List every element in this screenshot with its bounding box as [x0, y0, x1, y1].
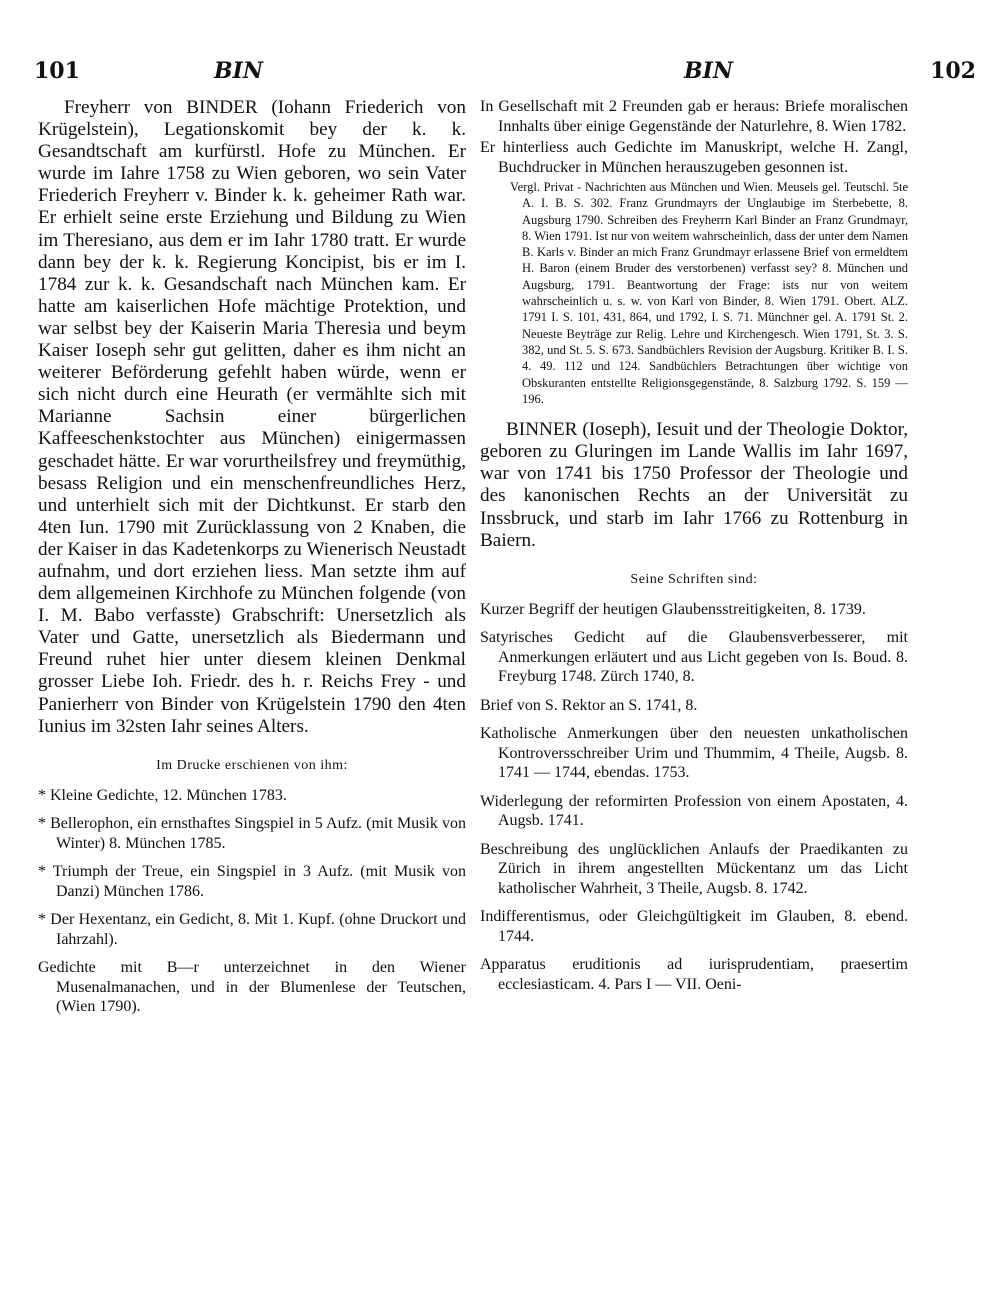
- page-header: [34, 58, 976, 88]
- work-item: * Triumph der Treue, ein Singspiel in 3 Aufz. (mit Musik von Danzi) München 1786.: [38, 863, 466, 900]
- work-item: Satyrisches Gedicht auf die Glaubensverbesserer, mit Anmerkungen erläutert und aus Licht gegeben von Is. Boud. 8. Freyburg 1748. Zürch 1740, 8.: [480, 629, 908, 686]
- page-number-right: 102: [930, 58, 976, 84]
- left-column: [38, 97, 466, 1026]
- work-item: Apparatus eruditionis ad iurisprudentiam, praesertim ecclesiasticam. 4. Pars I — VII. Oeni-: [480, 956, 908, 993]
- continuation-paragraph: Er hinterliess auch Gedichte im Manuskript, welche H. Zangl, Buchdrucker in München herauszugeben gesonnen ist.: [480, 139, 908, 176]
- binner-entry: BINNER (Ioseph), Iesuit und der Theologie Doktor, geboren zu Gluringen im Lande Wallis im Iahr 1697, war von 1741 bis 1750 Professor der Theologie und des kanonischen Rechts an der Universität zu Inssbruck, und starb im Iahr 1766 zu Rottenburg in Baiern.: [480, 419, 908, 551]
- references-note: Vergl. Privat - Nachrichten aus München und Wien. Meusels gel. Teutschl. 5te A. I. B. S. 302. Franz Grundmayrs der Unglaubige im Sterbebette, 8. Augsburg 1790. Schreiben des Freyherrn Karl Binder an Franz Grundmayr, 8. Wien 1791. Ist nur von weitem wahrscheinlich, dass der unter dem Namen B. Karls v. Binder an mich Franz Grundmayr erlassene Brief von ermeldtem H. Baron (einem Bruder des verstorbenen) verfasst sey? 8. München und Augsburg, 1791. Beantwortung der Frage: ists nur von weitem wahrscheinlich u. s. w. von Karl von Binder, 8. Wien 1791. Obert. ALZ. 1791 I. S. 101, 431, 864, und 1792, I. S. 71. Münchner gel. A. 1791 St. 2. Neueste Beyträge zur Relig. Lehre und Kirchengesch. Wien 1791, St. 3. S. 382, und St. 5. S. 673. Sandbüchlers Revision der Augsburg. Kritiker B. I. S. 4. 49. 112 und 124. Sandbüchlers Betrachtungen über wichtige von Obskuranten entstellte Religionsgegenstände, 8. Salzburg 1792. S. 159 — 196.: [510, 180, 908, 406]
- work-item: Kurzer Begriff der heutigen Glaubensstreitigkeiten, 8. 1739.: [480, 600, 866, 618]
- running-head-left: BIN: [214, 58, 263, 84]
- work-item: * Bellerophon, ein ernsthaftes Singspiel in 5 Aufz. (mit Musik von Winter) 8. München 1785.: [38, 815, 466, 852]
- work-item: Indifferentismus, oder Gleichgültigkeit im Glauben, 8. ebend. 1744.: [480, 908, 908, 945]
- work-item: Widerlegung der reformirten Profession von einem Apostaten, 4. Augsb. 1741.: [480, 792, 908, 830]
- works-heading-left: Im Drucke erschienen von ihm:: [156, 757, 348, 773]
- works-heading-right: Seine Schriften sind:: [630, 571, 758, 587]
- continuation-paragraph: In Gesellschaft mit 2 Freunden gab er heraus: Briefe moralischen Innhalts über einige Gegenstände der Naturlehre, 8. Wien 1782.: [480, 98, 908, 135]
- running-head-right: BIN: [684, 58, 733, 84]
- work-item: * Der Hexentanz, ein Gedicht, 8. Mit 1. Kupf. (ohne Druckort und Iahrzahl).: [38, 911, 466, 948]
- right-column: [480, 97, 908, 1003]
- work-item: Brief von S. Rektor an S. 1741, 8.: [480, 696, 698, 714]
- work-item: Gedichte mit B—r unterzeichnet in den Wiener Musenalmanachen, und in der Blumenlese der Teutschen, (Wien 1790).: [38, 959, 466, 1016]
- page-number-left: 101: [34, 58, 80, 84]
- binder-entry: Freyherr von BINDER (Iohann Friederich von Krügelstein), Legationskomit bey der k. k. Gesandtschaft am kurfürstl. Hofe zu München. Er wurde im Iahre 1758 zu Wien geboren, wo sein Vater Friederich Freyherr v. Binder k. k. geheimer Rath war. Er erhielt seine erste Erziehung und Bildung zu Wien im Theresiano, aus dem er im Iahr 1780 tratt. Er wurde dann bey der k. k. Regierung Koncipist, bis er im I. 1784 zur k. k. Gesandschaft nach München kam. Er hatte am kaiserlichen Hofe mächtige Protektion, und war selbst bey der Kaiserin Maria Theresia und beym Kaiser Ioseph sehr gut gelitten, daher es ihm nicht an weiterer Beförderung gefehlt haben würde, wenn er sich nicht durch eine Heurath (er vermählte sich mit Marianne Sachsin einer bürgerlichen Kaffeeschenkstochter aus München) einigermassen geschadet hätte. Er war vorurtheilsfrey und freymüthig, besass Religion und ein menschenfreundliches Herz, und unterhielt sich mit der Dichtkunst. Er starb den 4ten Iun. 1790 mit Zurücklassung von 2 Knaben, die der Kaiser in das Kadetenkorps zu Wienerisch Neustadt aufnahm, und dort erziehen liess. Man setzte ihm auf dem allgemeinen Kirchhofe zu München folgende (von I. M. Babo verfasste) Grabschrift: Unersetzlich als Vater und Gatte, unersetzlich als Biedermann und Freund ruhet hier unter diesem kleinen Denkmal grosser Liebe Ioh. Friedr. des h. r. Reichs Frey - und Panierherr von Binder von Krügelstein 1790 den 4ten Iunius im 32sten Iahr seines Alters.: [38, 97, 466, 737]
- work-item: Beschreibung des unglücklichen Anlaufs der Praedikanten zu Zürich in ihrem angestellten Mückentanz um das Licht katholischer Wahrheit, 3 Theile, Augsb. 8. 1742.: [480, 840, 908, 897]
- work-item: * Kleine Gedichte, 12. München 1783.: [38, 786, 287, 804]
- work-item: Katholische Anmerkungen über den neuesten unkatholischen Kontroversschreiber Urim und Thummim, 4 Theile, Augsb. 8. 1741 — 1744, ebendas. 1753.: [480, 725, 908, 782]
